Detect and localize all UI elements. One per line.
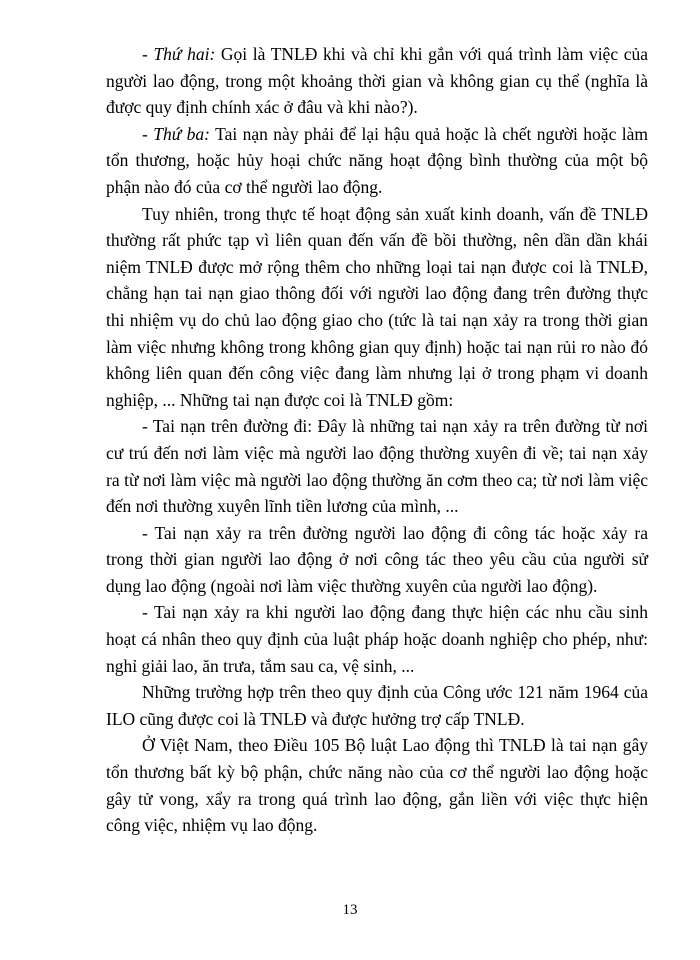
paragraph-lead: - Thứ hai: [142,44,216,64]
paragraph-5: - Tai nạn xảy ra trên đường người lao động đi công tác hoặc xảy ra trong thời gian người lao động ở nơi công tác theo yêu cầu của người sử dụng lao động (ngoài nơi làm việc thường xuyên của người lao động). [106,522,648,596]
page-number: 13 [342,902,358,918]
body-text [106,41,648,839]
paragraph-1 [106,41,648,121]
paragraph-7: Những trường hợp trên theo quy định của Công ước 121 năm 1964 của ILO cũng được coi là TNLĐ và được hưởng trợ cấp TNLĐ. [106,682,648,729]
paragraph-3: Tuy nhiên, trong thực tế hoạt động sản xuất kinh doanh, vấn đề TNLĐ thường rất phức tạp vì liên quan đến vấn đề bồi thường, nên dần dần khái niệm TNLĐ được mở rộng thêm cho những loại tai nạn được coi là TNLĐ, chẳng hạn tai nạn giao thông đối với người lao động đang trên đường thực thi nhiệm vụ do chủ lao động giao cho (tức là tai nạn xảy ra trong thời gian làm việc nhưng không trong không gian quy định) hoặc tai nạn rủi ro nào đó không liên quan đến công việc đang làm nhưng lại ở trong phạm vi doanh nghiệp, ... Những tai nạn được coi là TNLĐ gồm: [106,203,648,410]
paragraph-8: Ở Việt Nam, theo Điều 105 Bộ luật Lao động thì TNLĐ là tai nạn gây tổn thương bất kỳ bộ phận, chức năng nào của cơ thể người lao động hoặc gây tử vong, xẩy ra trong quá trình lao động, gắn liền với việc thực hiện công việc, nhiệm vụ lao động. [106,735,648,836]
paragraph-4: - Tai nạn trên đường đi: Đây là những tai nạn xảy ra trên đường từ nơi cư trú đến nơi làm việc mà người lao động thường xuyên đi về; tai nạn xảy ra từ nơi làm việc mà người lao động thường ăn cơm theo ca; từ nơi làm việc đến nơi thường xuyên lĩnh tiền lương của mình, ... [106,416,648,517]
paragraph-text: Gọi là TNLĐ khi và chỉ khi gắn với quá trình làm việc của người lao động, trong một khoảng thời gian và không gian cụ thể (nghĩa là được quy định chính xác ở đâu và khi nào?). [106,44,648,118]
paragraph-text: Tai nạn này phải để lại hậu quả hoặc là chết người hoặc làm tổn thương, hoặc hủy hoại chức năng hoạt động bình thường của một bộ phận nào đó của cơ thể người lao động. [106,123,648,197]
paragraph-lead: - Thứ ba: [142,123,211,144]
paragraph-6: - Tai nạn xảy ra khi người lao động đang thực hiện các nhu cầu sinh hoạt cá nhân theo quy định của luật pháp hoặc doanh nghiệp cho phép, như: nghỉ giải lao, ăn trưa, tắm sau ca, vệ sinh, ... [106,602,648,676]
paragraph-2 [106,121,648,201]
